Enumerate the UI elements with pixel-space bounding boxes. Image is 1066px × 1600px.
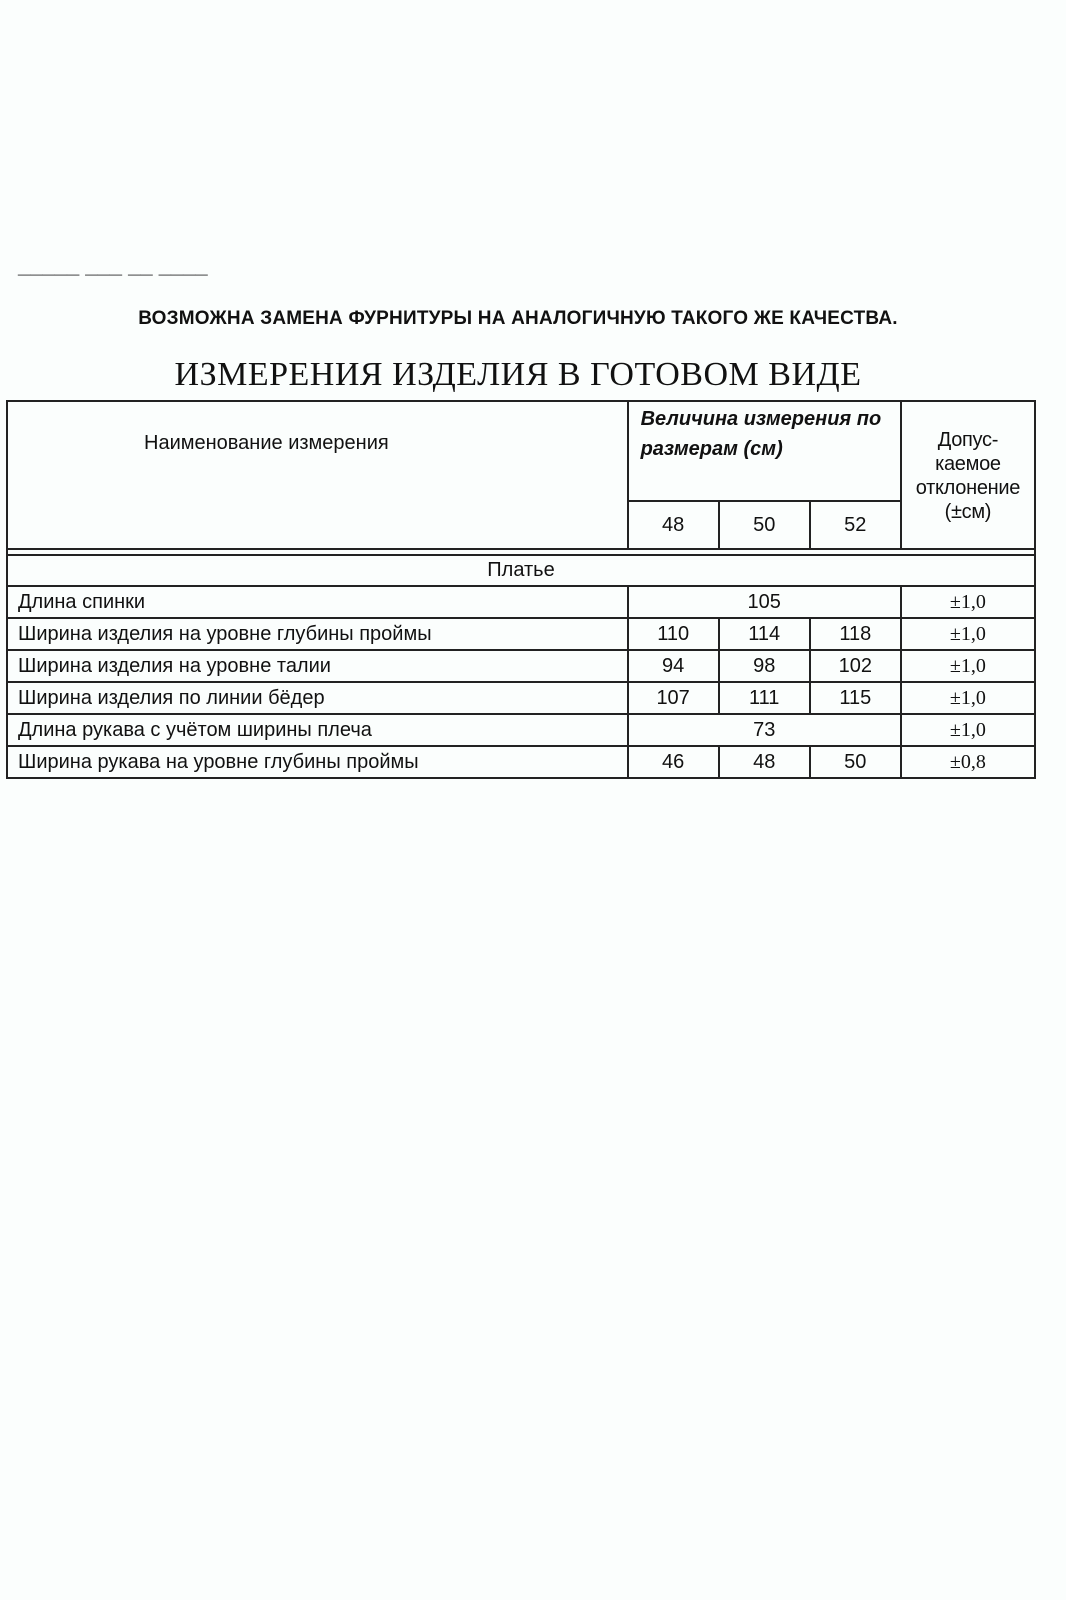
measurement-name: Ширина изделия по линии бёдер <box>7 682 628 714</box>
tolerance-value: ±1,0 <box>901 714 1035 746</box>
tolerance-header-line: (±см) <box>944 501 992 523</box>
tolerance-header-line: отклонение <box>915 477 1021 499</box>
table-row <box>7 746 1035 778</box>
tolerance-value: ±1,0 <box>901 618 1035 650</box>
measurement-value: 48 <box>719 746 810 778</box>
size-48: 48 <box>628 501 719 549</box>
measurement-value: 46 <box>628 746 719 778</box>
measurement-value: 115 <box>810 682 901 714</box>
table-row <box>7 618 1035 650</box>
measurement-value: 73 <box>628 714 901 746</box>
tolerance-value: ±1,0 <box>901 650 1035 682</box>
measurement-name: Ширина рукава на уровне глубины проймы <box>7 746 628 778</box>
measurement-value: 118 <box>810 618 901 650</box>
table-row <box>7 682 1035 714</box>
table-row <box>7 714 1035 746</box>
measurement-value: 107 <box>628 682 719 714</box>
sizes-column-header: Величина измерения по размерам (см) <box>628 401 901 501</box>
table-row <box>7 586 1035 618</box>
measurement-value: 98 <box>719 650 810 682</box>
measurement-name: Длина спинки <box>7 586 628 618</box>
cropped-text-line: _____ ___ __ ____ <box>18 265 208 278</box>
table-header-row <box>7 401 1035 501</box>
section-row <box>7 555 1035 586</box>
measurement-value: 111 <box>719 682 810 714</box>
measurement-name: Длина рукава с учётом ширины плеча <box>7 714 628 746</box>
measurement-value: 110 <box>628 618 719 650</box>
name-column-header: Наименование измерения <box>7 401 628 549</box>
measurement-name: Ширина изделия на уровне талии <box>7 650 628 682</box>
measurement-value: 102 <box>810 650 901 682</box>
tolerance-value: ±1,0 <box>901 682 1035 714</box>
table-row <box>7 650 1035 682</box>
page-title: ИЗМЕРЕНИЯ ИЗДЕЛИЯ В ГОТОВОМ ВИДЕ <box>174 356 862 393</box>
tolerance-value: ±0,8 <box>901 746 1035 778</box>
measurements-table <box>6 400 1036 779</box>
tolerance-header-line: каемое <box>935 453 1001 475</box>
measurement-value: 105 <box>628 586 901 618</box>
measurement-name: Ширина изделия на уровне глубины проймы <box>7 618 628 650</box>
tolerance-header-line: Допус- <box>937 429 999 451</box>
measurement-value: 94 <box>628 650 719 682</box>
measurement-value: 50 <box>810 746 901 778</box>
size-52: 52 <box>810 501 901 549</box>
tolerance-value: ±1,0 <box>901 586 1035 618</box>
measurement-value: 114 <box>719 618 810 650</box>
size-50: 50 <box>719 501 810 549</box>
section-label: Платье <box>7 555 1035 586</box>
tolerance-column-header <box>901 401 1035 549</box>
hardware-notice: ВОЗМОЖНА ЗАМЕНА ФУРНИТУРЫ НА АНАЛОГИЧНУЮ ТАКОГО ЖЕ КАЧЕСТВА. <box>138 308 898 329</box>
